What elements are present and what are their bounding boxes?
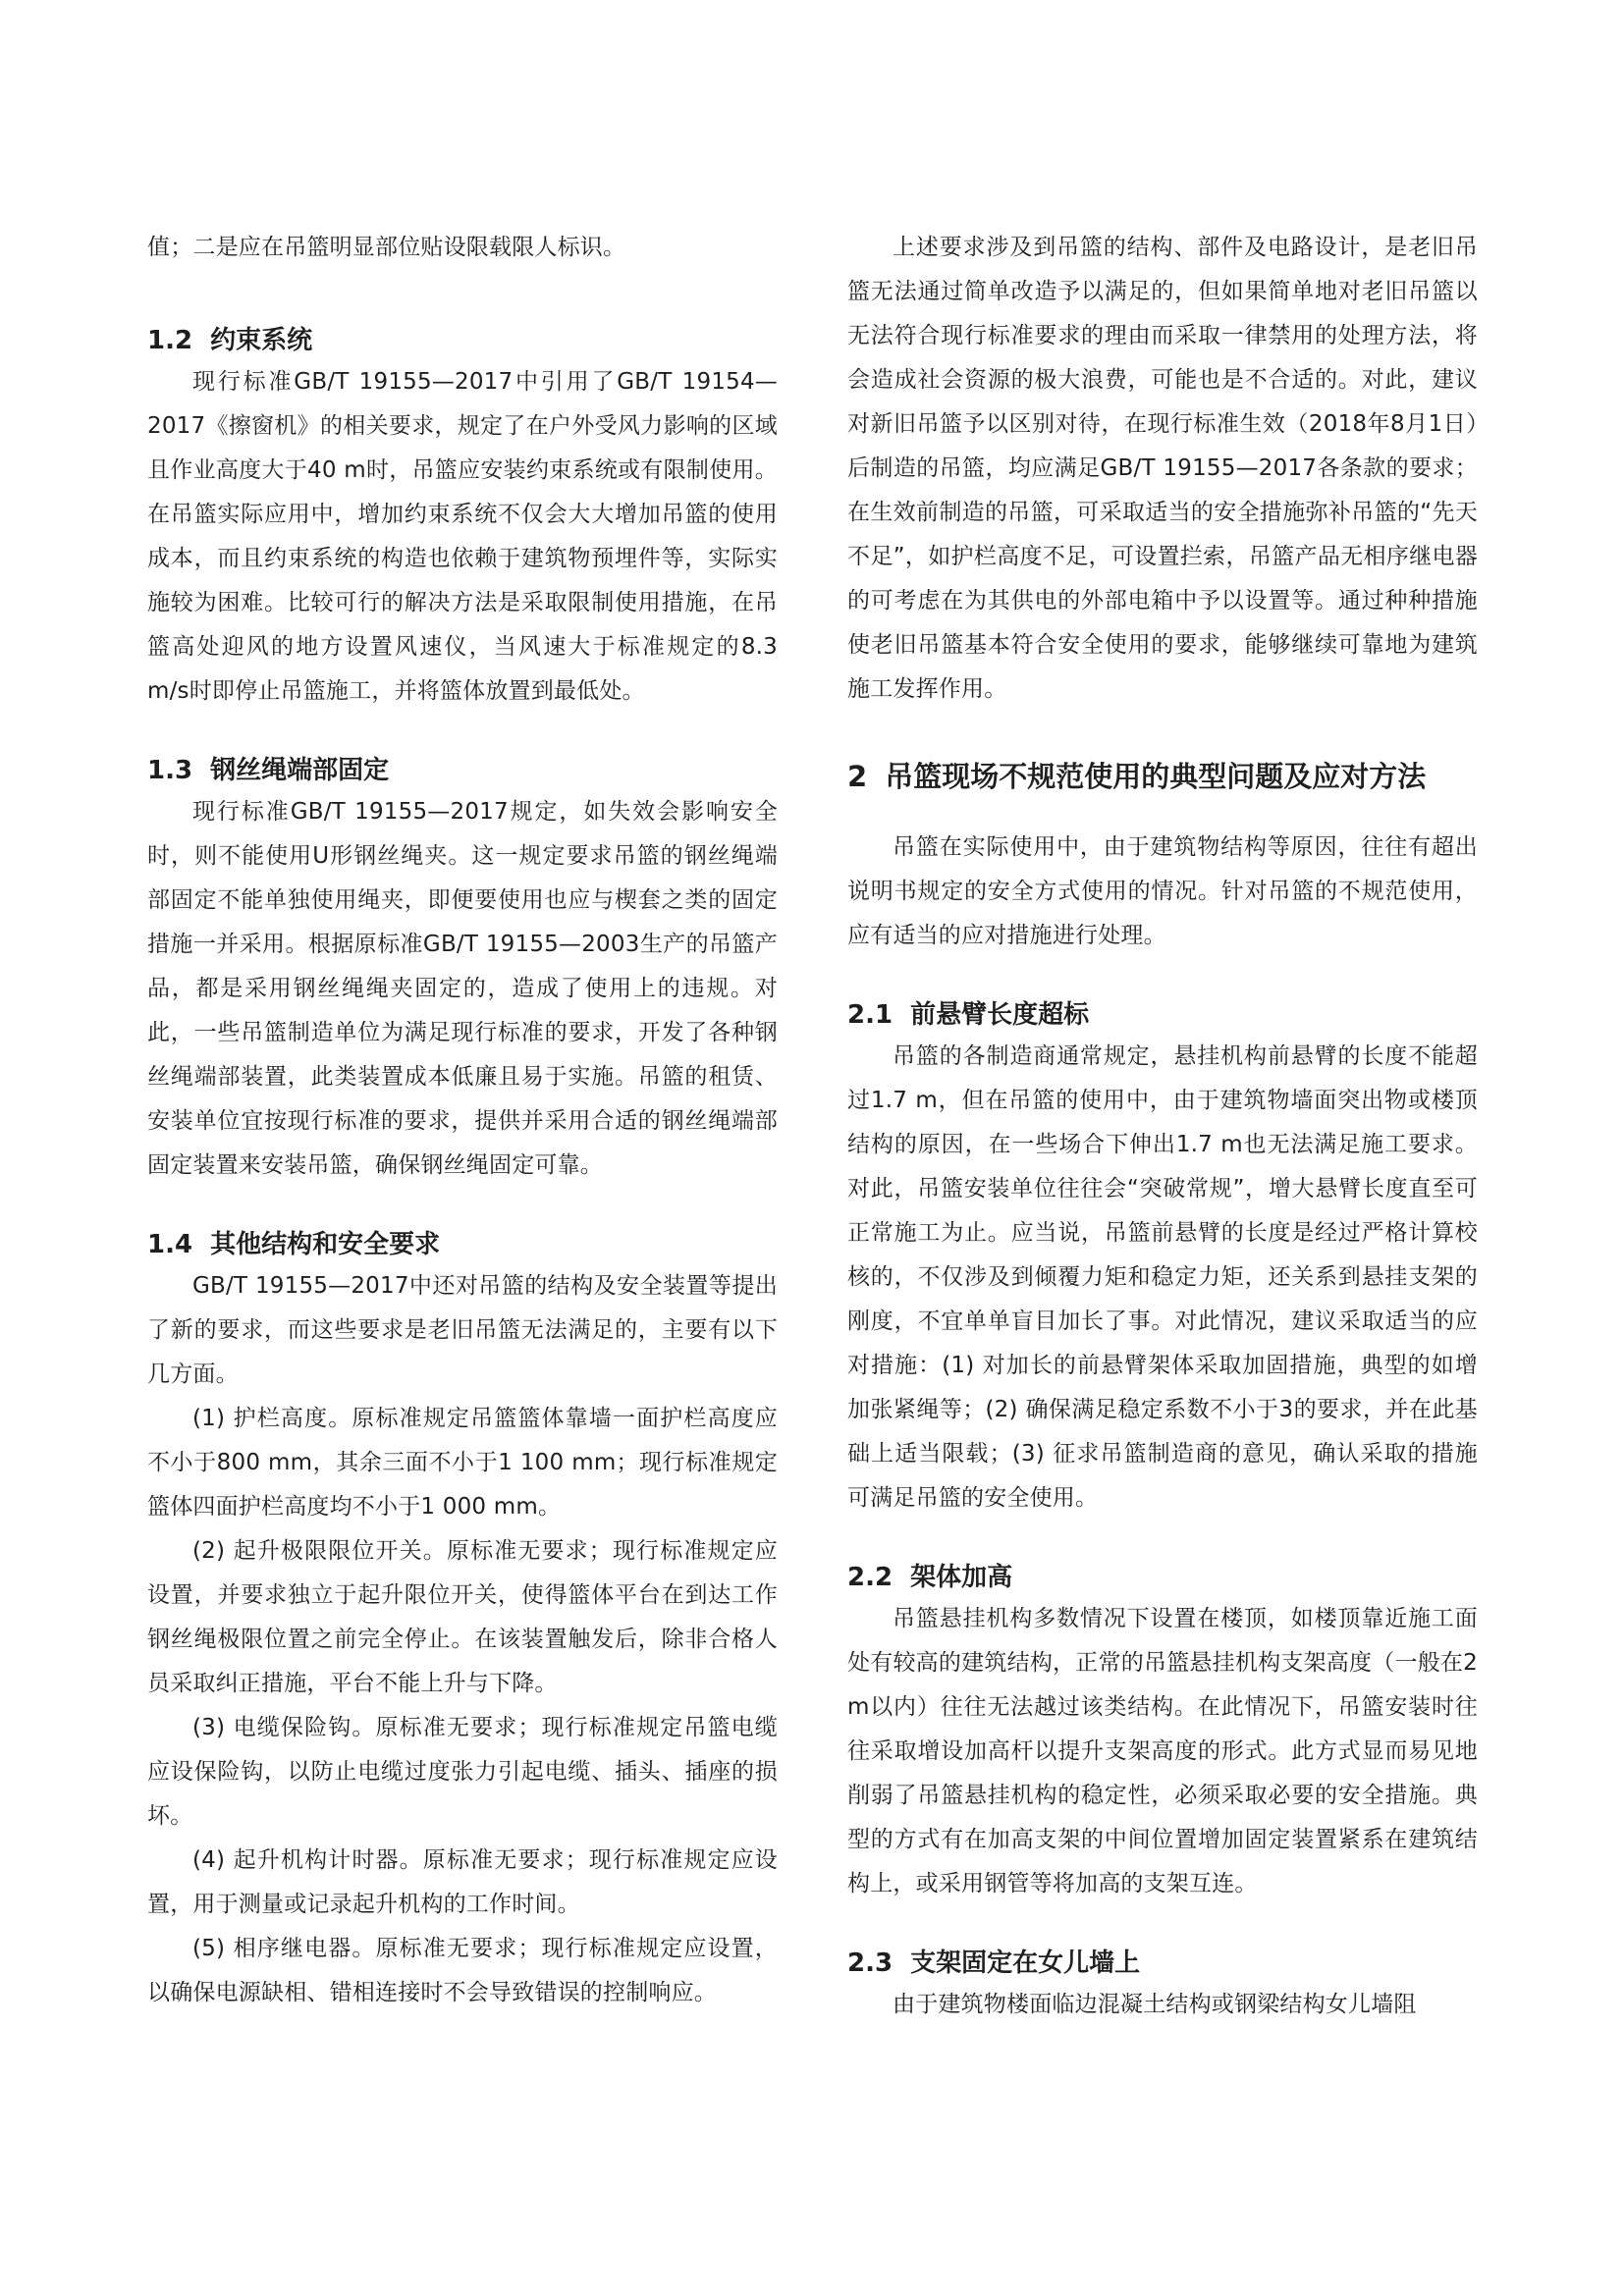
paragraph: GB/T 19155—2017中还对吊篮的结构及安全装置等提出了新的要求，而这些要求是老旧吊篮无法满足的，主要有以下几方面。 <box>147 1273 778 1387</box>
paragraph: 由于建筑物楼面临边混凝土结构或钢梁结构女儿墙阻 <box>893 1992 1417 2017</box>
section-heading-2-2 <box>847 1558 1478 1597</box>
paragraph: 吊篮悬挂机构多数情况下设置在楼顶，如楼顶靠近施工面处有较高的建筑结构，正常的吊篮悬挂机构支架高度（一般在2 m以内）往往无法越过该类结构。在此情况下，吊篮安装时往往采取增设加高杆以提升支架高度的形式。此方式显而易见地削弱了吊篮悬挂机构的稳定性，必须采取必要的安全措施。典型的方式有在加高支架的中间位置增加固定装置紧系在建筑结构上，或采用钢管等将加高的支架互连。 <box>847 1606 1478 1896</box>
section-heading-2-1 <box>847 995 1478 1035</box>
section-number: 2.2 <box>847 1563 893 1592</box>
right-column <box>847 226 1478 2027</box>
section-title: 吊篮现场不规范使用的典型问题及应对方法 <box>885 760 1427 793</box>
section-number: 1.3 <box>147 756 193 785</box>
section-number: 2.3 <box>847 1949 893 1978</box>
section-heading-2 <box>847 755 1478 798</box>
list-item: (4) 起升机构计时器。原标准无要求；现行标准规定应设置，用于测量或记录起升机构的工作时间。 <box>147 1847 778 1917</box>
section-heading-1-4 <box>147 1225 778 1264</box>
paragraph: 上述要求涉及到吊篮的结构、部件及电路设计，是老旧吊篮无法通过简单改造予以满足的，但如果简单地对老旧吊篮以无法符合现行标准要求的理由而采取一律禁用的处理方法，将会造成社会资源的极大浪费，可能也是不合适的。对此，建议对新旧吊篮予以区别对待，在现行标准生效（2018年8月1日）后制造的吊篮，均应满足GB/T 19155—2017各条款的要求；在生效前制造的吊篮，可采取适当的安全措施弥补吊篮的“先天不足”，如护栏高度不足，可设置拦索，吊篮产品无相序继电器的可考虑在为其供电的外部电箱中予以设置等。通过种种措施使老旧吊篮基本符合安全使用的要求，能够继续可靠地为建筑施工发挥作用。 <box>847 235 1478 702</box>
paragraph: 现行标准GB/T 19155—2017规定，如失效会影响安全时，则不能使用U形钢丝绳夹。这一规定要求吊篮的钢丝绳端部固定不能单独使用绳夹，即便要使用也应与楔套之类的固定措施一并采用。根据原标准GB/T 19155—2003生产的吊篮产品，都是采用钢丝绳绳夹固定的，造成了使用上的违规。对此，一些吊篮制造单位为满足现行标准的要求，开发了各种钢丝绳端部装置，此类装置成本低廉且易于实施。吊篮的租赁、安装单位宜按现行标准的要求，提供并采用合适的钢丝绳端部固定装置来安装吊篮，确保钢丝绳固定可靠。 <box>147 799 778 1178</box>
list-item: (5) 相序继电器。原标准无要求；现行标准规定应设置，以确保电源缺相、错相连接时不会导致错误的控制响应。 <box>147 1936 778 2005</box>
paragraph: 吊篮在实际使用中，由于建筑物结构等原因，往往有超出说明书规定的安全方式使用的情况。针对吊篮的不规范使用，应有适当的应对措施进行处理。 <box>847 834 1478 948</box>
paragraph: 吊篮的各制造商通常规定，悬挂机构前悬臂的长度不能超过1.7 m，但在吊篮的使用中，由于建筑物墙面突出物或楼顶结构的原因，在一些场合下伸出1.7 m也无法满足施工要求。对此，吊篮安装单位往往会“突破常规”，增大悬臂长度直至可正常施工为止。应当说，吊篮前悬臂的长度是经过严格计算校核的，不仅涉及到倾覆力矩和稳定力矩，还关系到悬挂支架的刚度，不宜单单盲目加长了事。对此情况，建议采取适当的应对措施：(1) 对加长的前悬臂架体采取加固措施，典型的如增加张紧绳等；(2) 确保满足稳定系数不小于3的要求，并在此基础上适当限载；(3) 征求吊篮制造商的意见，确认采取的措施可满足吊篮的安全使用。 <box>847 1043 1478 1511</box>
intro-paragraph: 值；二是应在吊篮明显部位贴设限载限人标识。 <box>147 235 626 260</box>
section-title: 约束系统 <box>210 326 313 355</box>
section-title: 钢丝绳端部固定 <box>210 756 390 785</box>
list-item: (3) 电缆保险钩。原标准无要求；现行标准规定吊篮电缆应设保险钩，以防止电缆过度张力引起电缆、插头、插座的损坏。 <box>147 1715 778 1829</box>
section-number: 2.1 <box>847 1000 893 1030</box>
section-title: 其他结构和安全要求 <box>210 1230 441 1259</box>
section-title: 前悬臂长度超标 <box>910 1000 1090 1030</box>
section-heading-1-2 <box>147 321 778 360</box>
section-title: 架体加高 <box>910 1563 1013 1592</box>
list-item: (2) 起升极限限位开关。原标准无要求；现行标准规定应设置，并要求独立于起升限位开关，使得篮体平台在到达工作钢丝绳极限位置之前完全停止。在该装置触发后，除非合格人员采取纠正措施，平台不能上升与下降。 <box>147 1538 778 1696</box>
left-column <box>147 226 778 2015</box>
section-number: 1.4 <box>147 1230 193 1259</box>
section-number: 2 <box>847 760 868 793</box>
list-item: (1) 护栏高度。原标准规定吊篮篮体靠墙一面护栏高度应不小于800 mm，其余三面不小于1 100 mm；现行标准规定篮体四面护栏高度均不小于1 000 mm。 <box>147 1406 778 1520</box>
section-title: 支架固定在女儿墙上 <box>910 1949 1141 1978</box>
section-heading-2-3 <box>847 1944 1478 1983</box>
paragraph: 现行标准GB/T 19155—2017中引用了GB/T 19154—2017《擦窗机》的相关要求，规定了在户外受风力影响的区域且作业高度大于40 m时，吊篮应安装约束系统或有限制使用。在吊篮实际应用中，增加约束系统不仅会大大增加吊篮的使用成本，而且约束系统的构造也依赖于建筑物预埋件等，实际实施较为困难。比较可行的解决方法是采取限制使用措施，在吊篮高处迎风的地方设置风速仪，当风速大于标准规定的8.3 m/s时即停止吊篮施工，并将篮体放置到最低处。 <box>147 369 778 704</box>
section-number: 1.2 <box>147 326 193 355</box>
section-heading-1-3 <box>147 751 778 790</box>
